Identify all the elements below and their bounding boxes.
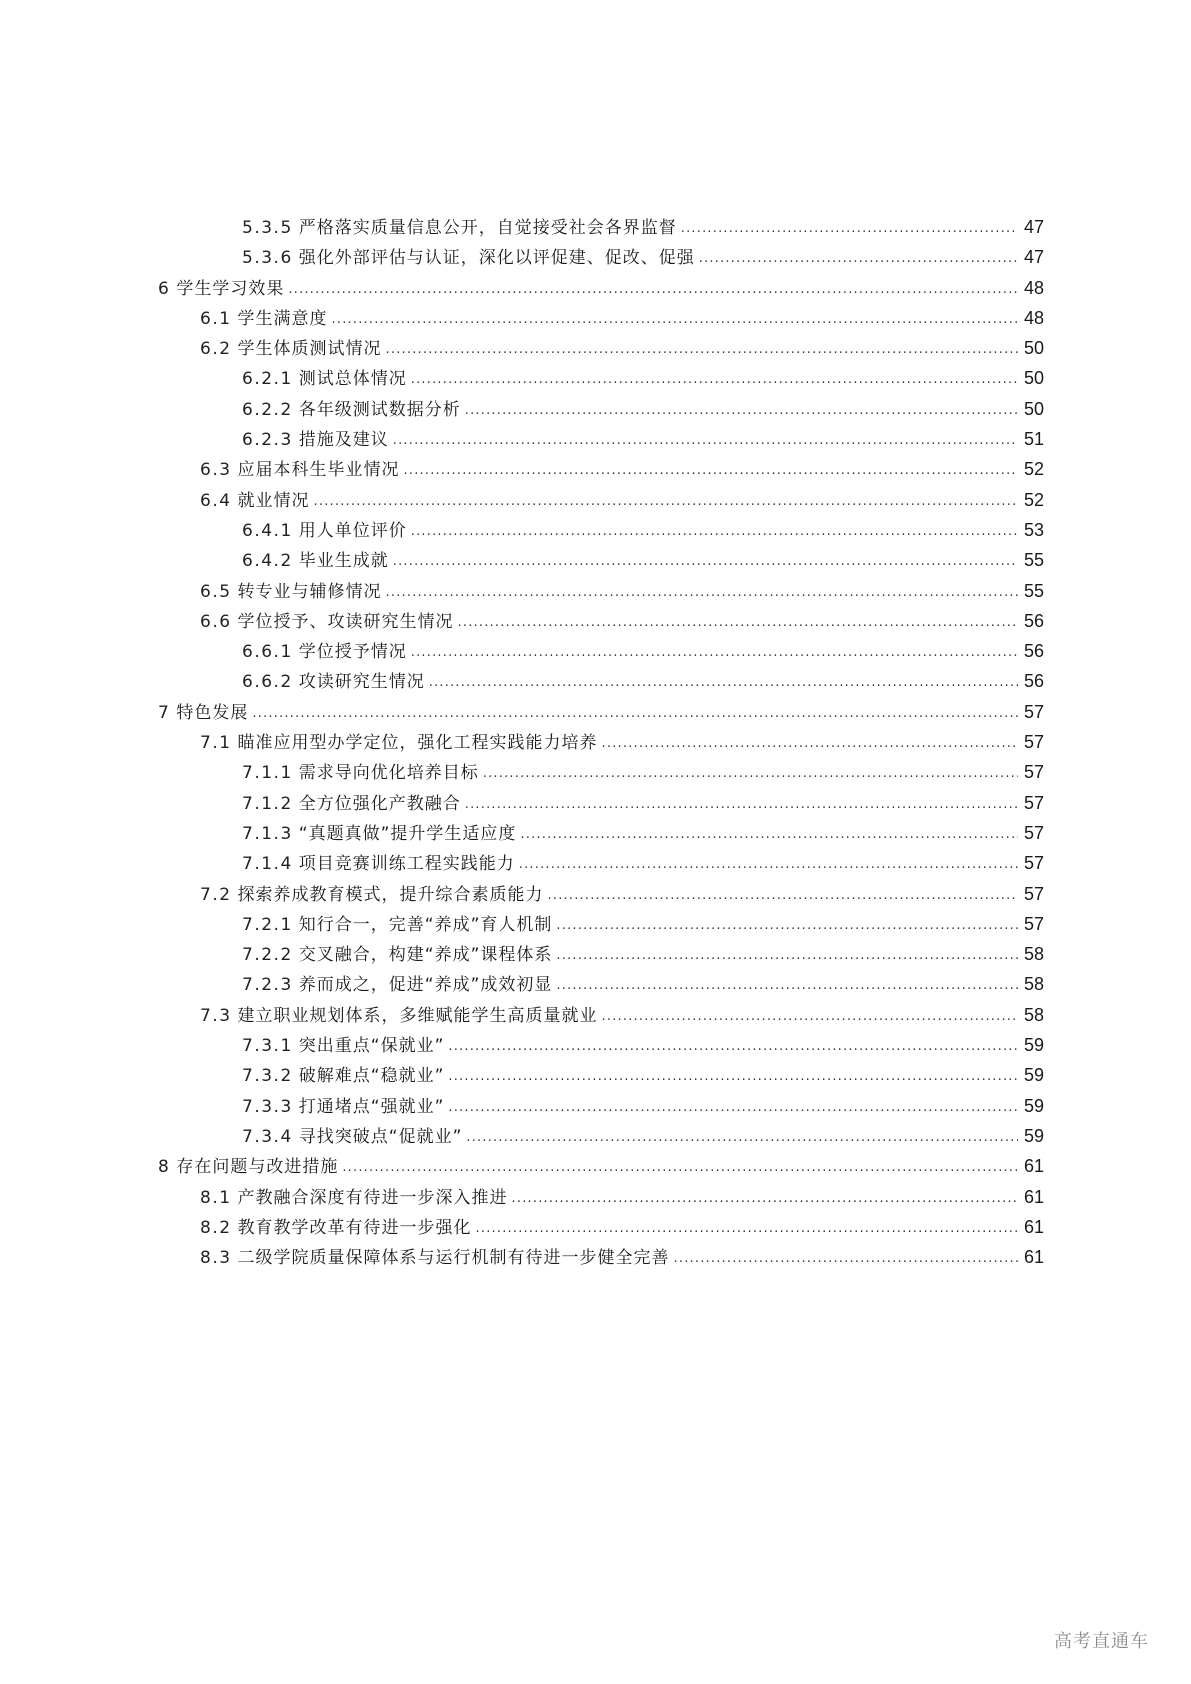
toc-entry-title: 措施及建议 bbox=[298, 430, 389, 451]
toc-entry[interactable] bbox=[158, 879, 1044, 909]
dot-leader bbox=[448, 1032, 1018, 1062]
toc-entry-title: 用人单位评价 bbox=[298, 520, 407, 541]
toc-entry-title: 学生满意度 bbox=[237, 308, 328, 329]
dot-leader bbox=[699, 244, 1018, 274]
toc-entry[interactable] bbox=[158, 606, 1044, 636]
dot-leader bbox=[681, 214, 1018, 244]
toc-entry-page-number: 57 bbox=[1023, 701, 1044, 722]
toc-entry[interactable] bbox=[158, 212, 1044, 242]
toc-entry[interactable] bbox=[158, 1000, 1044, 1030]
toc-entry-page-number: 47 bbox=[1023, 217, 1044, 237]
toc-entry-page-number: 57 bbox=[1023, 883, 1044, 904]
toc-entry-number: 6.4.1 bbox=[242, 520, 293, 541]
toc-entry-page-number: 50 bbox=[1023, 398, 1044, 419]
dot-leader bbox=[483, 759, 1018, 789]
toc-entry-number: 6.6 bbox=[200, 611, 232, 632]
toc-entry-number: 7.1.4 bbox=[242, 854, 293, 875]
toc-entry-page-number: 48 bbox=[1023, 277, 1044, 298]
toc-entry-title: 严格落实质量信息公开，自觉接受社会各界监督 bbox=[298, 218, 677, 238]
dot-leader bbox=[556, 941, 1018, 971]
dot-leader bbox=[674, 1244, 1018, 1274]
toc-entry-number: 6 bbox=[158, 278, 171, 299]
toc-entry-number: 7.3.2 bbox=[242, 1066, 293, 1087]
toc-entry-title: 知行合一，完善“养成”育人机制 bbox=[298, 914, 553, 935]
toc-entry-title: 破解难点“稳就业” bbox=[298, 1066, 445, 1087]
toc-entry-page-number: 47 bbox=[1023, 247, 1044, 268]
toc-entry-page-number: 58 bbox=[1023, 1004, 1044, 1025]
dot-leader bbox=[393, 547, 1018, 577]
dot-leader bbox=[252, 699, 1018, 729]
toc-entry[interactable] bbox=[158, 909, 1044, 939]
toc-entry-title: 学生体质测试情况 bbox=[237, 339, 382, 360]
toc-entry-page-number: 59 bbox=[1023, 1065, 1044, 1086]
toc-entry-number: 6.2.2 bbox=[242, 399, 293, 420]
toc-entry-page-number: 58 bbox=[1023, 944, 1044, 965]
toc-entry-number: 7.1 bbox=[200, 733, 232, 754]
toc-entry-number: 7.1.1 bbox=[242, 763, 293, 784]
toc-entry-number: 7.1.3 bbox=[242, 823, 293, 844]
toc-entry[interactable] bbox=[158, 424, 1044, 454]
toc-entry-page-number: 58 bbox=[1023, 974, 1044, 995]
toc-entry-number: 7.2.2 bbox=[242, 945, 293, 966]
dot-leader bbox=[411, 365, 1018, 395]
toc-entry-page-number: 57 bbox=[1023, 762, 1044, 783]
toc-entry-title: 特色发展 bbox=[176, 702, 249, 723]
toc-entry[interactable] bbox=[158, 757, 1044, 787]
dot-leader bbox=[556, 911, 1018, 941]
toc-entry[interactable] bbox=[158, 848, 1044, 878]
toc-entry-page-number: 59 bbox=[1023, 1125, 1044, 1146]
toc-entry[interactable] bbox=[158, 1091, 1044, 1121]
dot-leader bbox=[520, 820, 1018, 850]
dot-leader bbox=[342, 1153, 1018, 1183]
toc-entry-title: 项目竞赛训练工程实践能力 bbox=[298, 854, 515, 875]
dot-leader bbox=[602, 729, 1018, 759]
toc-entry-number: 8.2 bbox=[200, 1217, 232, 1238]
toc-entry-page-number: 55 bbox=[1023, 580, 1044, 601]
dot-leader bbox=[512, 1184, 1018, 1214]
toc-entry[interactable] bbox=[158, 1151, 1044, 1181]
toc-entry-title: 测试总体情况 bbox=[298, 369, 407, 390]
toc-entry[interactable] bbox=[158, 969, 1044, 999]
dot-leader bbox=[476, 1214, 1018, 1244]
toc-entry-number: 5.3.6 bbox=[242, 248, 293, 269]
toc-entry-number: 6.6.1 bbox=[242, 642, 293, 663]
toc-entry-number: 7.2.1 bbox=[242, 914, 293, 935]
toc-entry-title: 建立职业规划体系，多维赋能学生高质量就业 bbox=[237, 1005, 598, 1026]
toc-entry-title: 就业情况 bbox=[237, 490, 310, 511]
table-of-contents bbox=[158, 212, 1044, 1272]
toc-entry-title: 瞄准应用型办学定位，强化工程实践能力培养 bbox=[237, 733, 598, 754]
toc-entry-title: 攻读研究生情况 bbox=[298, 672, 425, 693]
dot-leader bbox=[411, 517, 1018, 547]
toc-entry-number: 8.3 bbox=[200, 1248, 232, 1269]
dot-leader bbox=[386, 335, 1018, 365]
toc-entry[interactable] bbox=[158, 545, 1044, 575]
toc-entry-number: 7.3.3 bbox=[242, 1096, 293, 1117]
dot-leader bbox=[465, 790, 1018, 820]
toc-entry-title: 全方位强化产教融合 bbox=[298, 793, 461, 814]
toc-entry-number: 5.3.5 bbox=[242, 218, 293, 238]
toc-entry-page-number: 52 bbox=[1023, 489, 1044, 510]
toc-entry-page-number: 61 bbox=[1023, 1247, 1044, 1268]
toc-entry-title: 产教融合深度有待进一步深入推进 bbox=[237, 1187, 508, 1208]
toc-entry-title: 二级学院质量保障体系与运行机制有待进一步健全完善 bbox=[237, 1248, 670, 1269]
toc-entry-number: 6.5 bbox=[200, 581, 232, 602]
toc-entry-number: 7 bbox=[158, 702, 171, 723]
toc-entry[interactable] bbox=[158, 1212, 1044, 1242]
toc-entry[interactable] bbox=[158, 394, 1044, 424]
toc-entry-title: 突出重点“保就业” bbox=[298, 1036, 445, 1057]
toc-entry-page-number: 53 bbox=[1023, 519, 1044, 540]
toc-entry[interactable] bbox=[158, 727, 1044, 757]
dot-leader bbox=[393, 426, 1018, 456]
toc-entry-title: 寻找突破点“促就业” bbox=[298, 1126, 463, 1147]
toc-entry-number: 7.2.3 bbox=[242, 975, 293, 996]
toc-entry-title: 学生学习效果 bbox=[176, 278, 285, 299]
toc-entry-page-number: 57 bbox=[1023, 853, 1044, 874]
toc-entry-title: 交叉融合，构建“养成”课程体系 bbox=[298, 945, 553, 966]
toc-entry[interactable] bbox=[158, 1182, 1044, 1212]
toc-entry-page-number: 48 bbox=[1023, 307, 1044, 328]
toc-entry-title: 学位授予、攻读研究生情况 bbox=[237, 611, 454, 632]
toc-entry-page-number: 52 bbox=[1023, 459, 1044, 480]
dot-leader bbox=[288, 275, 1018, 305]
toc-entry-number: 7.3 bbox=[200, 1005, 232, 1026]
dot-leader bbox=[548, 881, 1018, 911]
toc-entry-number: 6.4.2 bbox=[242, 551, 293, 572]
toc-entry-page-number: 55 bbox=[1023, 550, 1044, 571]
dot-leader bbox=[404, 456, 1018, 486]
dot-leader bbox=[386, 578, 1018, 608]
dot-leader bbox=[602, 1002, 1018, 1032]
dot-leader bbox=[429, 668, 1018, 698]
toc-entry-title: 探索养成教育模式，提升综合素质能力 bbox=[237, 884, 544, 905]
dot-leader bbox=[314, 487, 1018, 517]
toc-entry-number: 8 bbox=[158, 1157, 171, 1178]
toc-entry-page-number: 57 bbox=[1023, 792, 1044, 813]
dot-leader bbox=[466, 1123, 1018, 1153]
toc-entry[interactable] bbox=[158, 576, 1044, 606]
toc-entry[interactable] bbox=[158, 242, 1044, 272]
toc-entry-number: 7.2 bbox=[200, 884, 232, 905]
toc-entry-number: 6.3 bbox=[200, 460, 232, 481]
toc-entry-title: 打通堵点“强就业” bbox=[298, 1096, 445, 1117]
toc-entry[interactable] bbox=[158, 1242, 1044, 1272]
watermark-text: 高考直通车 bbox=[1054, 1631, 1149, 1652]
toc-entry-page-number: 61 bbox=[1023, 1186, 1044, 1207]
toc-entry-title: 教育教学改革有待进一步强化 bbox=[237, 1217, 472, 1238]
toc-entry-number: 6.2.1 bbox=[242, 369, 293, 390]
toc-entry-title: 各年级测试数据分析 bbox=[298, 399, 461, 420]
toc-entry-number: 8.1 bbox=[200, 1187, 232, 1208]
toc-entry-page-number: 57 bbox=[1023, 732, 1044, 753]
toc-entry-page-number: 59 bbox=[1023, 1095, 1044, 1116]
toc-entry-number: 6.4 bbox=[200, 490, 232, 511]
toc-entry[interactable] bbox=[158, 515, 1044, 545]
dot-leader bbox=[519, 850, 1018, 880]
toc-entry[interactable] bbox=[158, 788, 1044, 818]
toc-entry[interactable] bbox=[158, 666, 1044, 696]
toc-entry-title: 应届本科生毕业情况 bbox=[237, 460, 400, 481]
toc-entry-page-number: 59 bbox=[1023, 1035, 1044, 1056]
toc-entry-page-number: 56 bbox=[1023, 671, 1044, 692]
toc-entry-number: 6.2 bbox=[200, 339, 232, 360]
toc-entry-title: 转专业与辅修情况 bbox=[237, 581, 382, 602]
toc-entry-number: 7.3.1 bbox=[242, 1036, 293, 1057]
toc-entry[interactable] bbox=[158, 697, 1044, 727]
toc-entry[interactable] bbox=[158, 1121, 1044, 1151]
dot-leader bbox=[556, 971, 1018, 1001]
dot-leader bbox=[448, 1093, 1018, 1123]
toc-entry-page-number: 61 bbox=[1023, 1156, 1044, 1177]
toc-entry-page-number: 56 bbox=[1023, 641, 1044, 662]
toc-entry-title: 强化外部评估与认证，深化以评促建、促改、促强 bbox=[298, 248, 695, 269]
toc-entry-page-number: 51 bbox=[1023, 429, 1044, 450]
toc-entry[interactable] bbox=[158, 636, 1044, 666]
dot-leader bbox=[448, 1062, 1018, 1092]
dot-leader bbox=[458, 608, 1018, 638]
toc-entry-title: 需求导向优化培养目标 bbox=[298, 763, 479, 784]
toc-entry-page-number: 50 bbox=[1023, 338, 1044, 359]
toc-entry-page-number: 57 bbox=[1023, 822, 1044, 843]
dot-leader bbox=[465, 396, 1018, 426]
toc-entry-title: 学位授予情况 bbox=[298, 642, 407, 663]
toc-entry-title: 毕业生成就 bbox=[298, 551, 389, 572]
toc-entry-page-number: 50 bbox=[1023, 368, 1044, 389]
toc-entry-number: 6.1 bbox=[200, 308, 232, 329]
toc-entry-number: 7.3.4 bbox=[242, 1126, 293, 1147]
toc-entry-page-number: 56 bbox=[1023, 610, 1044, 631]
dot-leader bbox=[411, 638, 1018, 668]
toc-entry-title: “真题真做”提升学生适应度 bbox=[298, 823, 517, 844]
toc-entry[interactable] bbox=[158, 1030, 1044, 1060]
toc-entry[interactable] bbox=[158, 333, 1044, 363]
toc-entry[interactable] bbox=[158, 454, 1044, 484]
toc-entry-number: 7.1.2 bbox=[242, 793, 293, 814]
toc-entry[interactable] bbox=[158, 485, 1044, 515]
toc-entry[interactable] bbox=[158, 363, 1044, 393]
toc-entry-title: 存在问题与改进措施 bbox=[176, 1157, 339, 1178]
toc-entry-number: 6.2.3 bbox=[242, 430, 293, 451]
toc-entry[interactable] bbox=[158, 1060, 1044, 1090]
toc-entry[interactable] bbox=[158, 273, 1044, 303]
toc-entry-page-number: 57 bbox=[1023, 913, 1044, 934]
toc-entry-number: 6.6.2 bbox=[242, 672, 293, 693]
toc-entry[interactable] bbox=[158, 303, 1044, 333]
toc-entry-title: 养而成之，促进“养成”成效初显 bbox=[298, 975, 553, 996]
toc-entry[interactable] bbox=[158, 939, 1044, 969]
toc-entry[interactable] bbox=[158, 818, 1044, 848]
toc-entry-page-number: 61 bbox=[1023, 1216, 1044, 1237]
dot-leader bbox=[332, 305, 1018, 335]
